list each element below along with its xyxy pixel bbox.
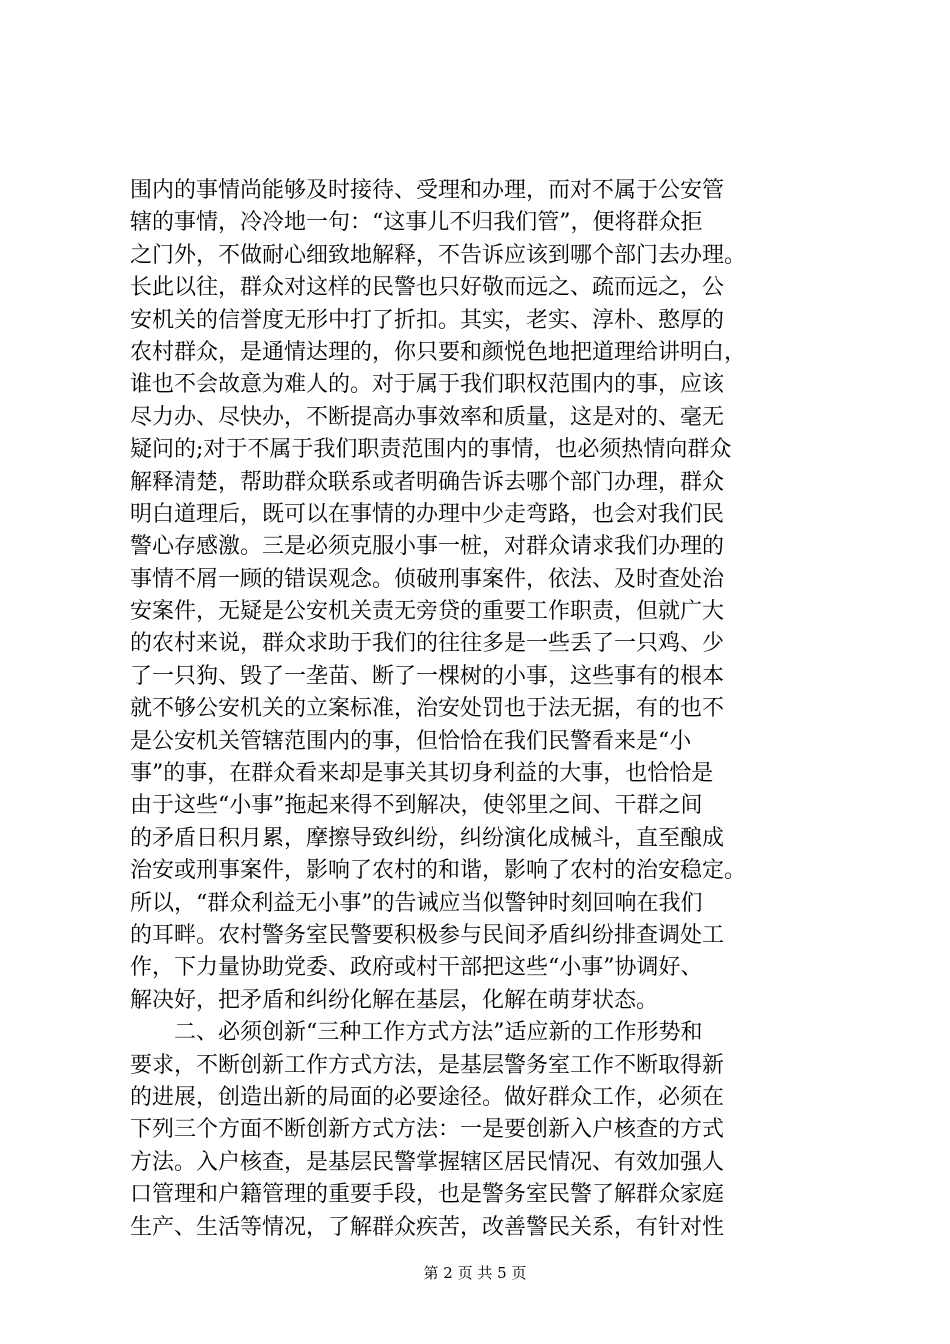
text-line: 安案件，无疑是公安机关责无旁贷的重要工作职责，但就广大 (130, 599, 725, 625)
text-line: 事”的事，在群众看来却是事关其切身利益的大事，也恰恰是 (130, 761, 714, 787)
text-line: 疑问的;对于不属于我们职责范围内的事情，也必须热情向群众 (130, 437, 732, 463)
text-line: 由于这些“小事”拖起来得不到解决，使邻里之间、干群之间 (130, 793, 703, 819)
text-line: 谁也不会故意为难人的。对于属于我们职权范围内的事，应该 (130, 372, 725, 398)
text-line: 作，下力量协助党委、政府或村干部把这些“小事”协调好、 (130, 955, 703, 981)
text-line: 长此以往，群众对这样的民警也只好敬而远之、疏而远之，公 (130, 275, 725, 301)
text-line: 的农村来说，群众求助于我们的往往多是一些丢了一只鸡、少 (130, 631, 725, 657)
text-line: 二、必须创新“三种工作方式方法”适应新的工作形势和 (130, 1020, 703, 1046)
text-line: 尽力办、尽快办，不断提高办事效率和质量，这是对的、毫无 (130, 404, 725, 430)
text-line: 要求，不断创新工作方式方法，是基层警务室工作不断取得新 (130, 1052, 725, 1078)
text-line: 生产、生活等情况，了解群众疾苦，改善警民关系，有针对性 (130, 1214, 725, 1240)
text-line: 就不够公安机关的立案标准，治安处罚也于法无据，有的也不 (130, 696, 725, 722)
text-line: 口管理和户籍管理的重要手段，也是警务室民警了解群众家庭 (130, 1182, 725, 1208)
text-line: 的矛盾日积月累，摩擦导致纠纷，纠纷演化成械斗，直至酿成 (130, 825, 725, 851)
text-line: 农村群众，是通情达理的，你只要和颜悦色地把道理给讲明白， (130, 339, 747, 365)
text-line: 事情不屑一顾的错误观念。侦破刑事案件，依法、及时查处治 (130, 566, 725, 592)
text-line: 所以，“群众利益无小事”的告诫应当似警钟时刻回响在我们 (130, 890, 703, 916)
text-line: 明白道理后，既可以在事情的办理中少走弯路，也会对我们民 (130, 501, 725, 527)
text-line: 安机关的信誉度无形中打了折扣。其实，老实、淳朴、憨厚的 (130, 307, 725, 333)
text-line: 的耳畔。农村警务室民警要积极参与民间矛盾纠纷排查调处工 (130, 922, 725, 948)
text-line: 方法。入户核查，是基层民警掌握辖区居民情况、有效加强人 (130, 1149, 725, 1175)
text-line: 解决好，把矛盾和纠纷化解在基层，化解在萌芽状态。 (130, 987, 659, 1013)
text-line: 之门外，不做耐心细致地解释，不告诉应该到哪个部门去办理。 (130, 242, 747, 268)
text-line: 的进展，创造出新的局面的必要途径。做好群众工作，必须在 (130, 1084, 725, 1110)
text-line: 是公安机关管辖范围内的事，但恰恰在我们民警看来是“小 (130, 728, 692, 754)
page-footer: 第 2 页 共 5 页 (423, 1264, 527, 1282)
body-text (130, 175, 845, 1244)
text-line: 下列三个方面不断创新方式方法：一是要创新入户核查的方式 (130, 1117, 725, 1143)
text-line: 警心存感激。三是必须克服小事一桩，对群众请求我们办理的 (130, 534, 725, 560)
text-line: 治安或刑事案件，影响了农村的和谐，影响了农村的治安稳定。 (130, 858, 747, 884)
text-line: 解释清楚，帮助群众联系或者明确告诉去哪个部门办理，群众 (130, 469, 725, 495)
text-line: 辖的事情，冷冷地一句：“这事儿不归我们管”，便将群众拒 (130, 210, 703, 236)
text-line: 围内的事情尚能够及时接待、受理和办理，而对不属于公安管 (130, 178, 725, 203)
text-line: 了一只狗、毁了一垄苗、断了一棵树的小事，这些事有的根本 (130, 663, 725, 689)
